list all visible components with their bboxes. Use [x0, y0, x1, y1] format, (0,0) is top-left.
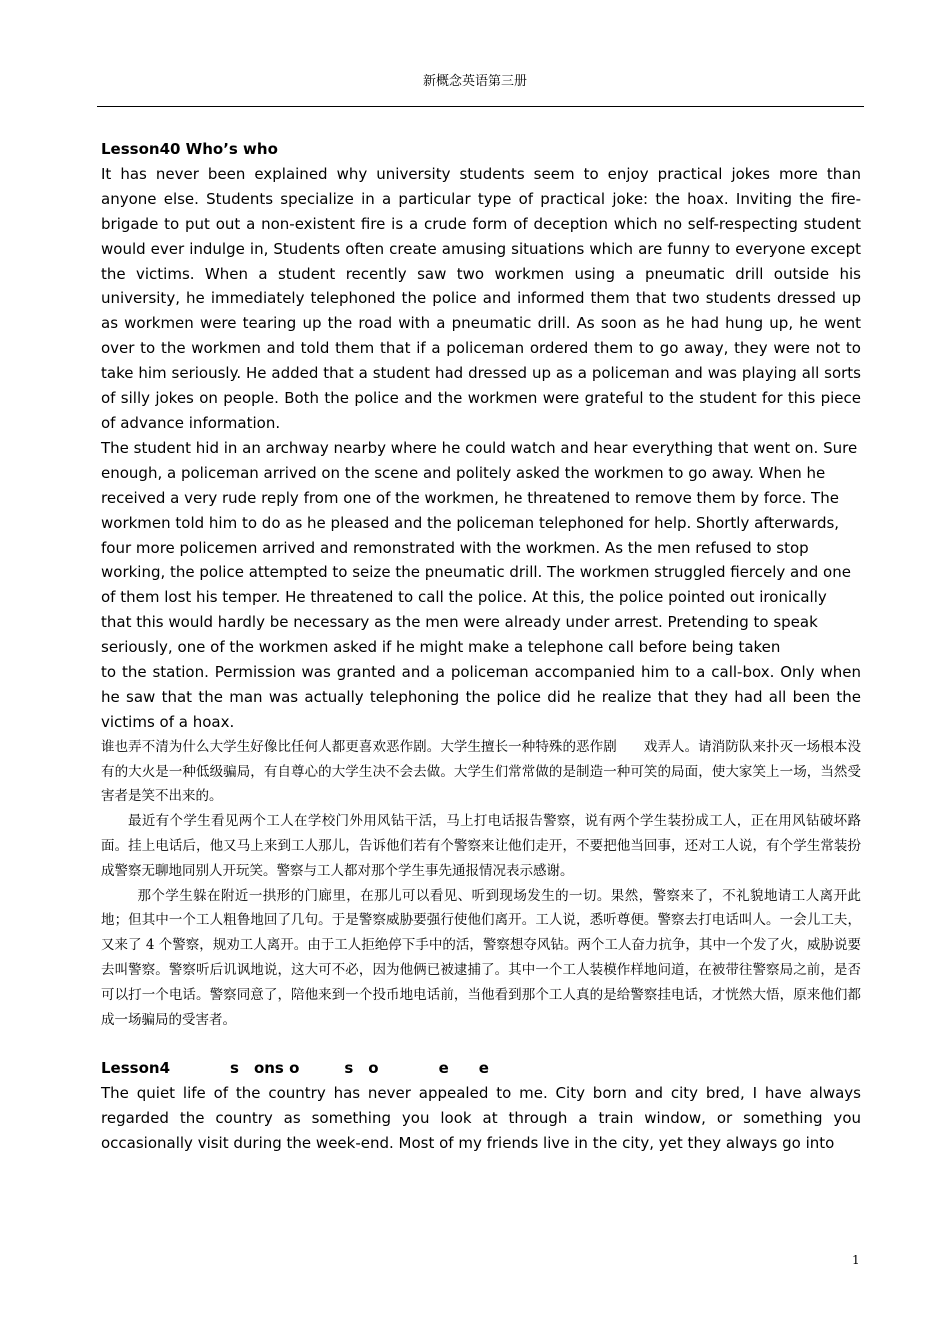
lesson-40-title: Lesson40 Who’s who: [101, 140, 278, 158]
lesson-41: [101, 1056, 861, 1156]
header-rule: [97, 106, 864, 107]
lesson-40-translation-2: 最近有个学生看见两个工人在学校门外用风钻干活，马上打电话报告警察，说有两个学生装扮成工人，正在用风钻破坏路面。挂上电话后，他又马上来到工人那儿，告诉他们若有个警察来让他们走开，不要把他当回事，还对工人说，有个学生常装扮成警察无聊地同别人开玩笑。警察与工人都对那个学生事先通报情况表示感谢。: [101, 813, 861, 879]
section-gap: [101, 1032, 861, 1056]
lesson-40-paragraph-3: to the station. Permission was granted and a policeman accompanied him to a call-box. Only when he saw that the man was actually telephoning the police did he realize that they had all been the victims of a hoax.: [101, 663, 861, 731]
lesson-40-translation-3: 那个学生躲在附近一拱形的门廊里，在那儿可以看见、听到现场发生的一切。果然，警察来了，不礼貌地请工人离开此地；但其中一个工人粗鲁地回了几句。于是警察威胁要强行使他们离开。工人说，悉听尊便。警察去打电话叫人。一会儿工夫，又来了 4 个警察，规劝工人离开。由于工人拒绝停下手中的活，警察想夺风钻。两个工人奋力抗争，其中一个发了火，威胁说要去叫警察。警察听后讥讽地说，这大可不必，因为他俩已被逮捕了。其中一个工人装模作样地问道，在被带往警察局之前，是否可以打一个电话。警察同意了，陪他来到一个投币地电话前，当他看到那个工人真的是给警察挂电话，才恍然大悟，原来他们都成一场骗局的受害者。: [101, 887, 861, 1028]
lesson-40-paragraph-2: The student hid in an archway nearby where he could watch and hear everything that went on. Sure enough, a policeman arrived on the scene and politely asked the workmen to go away. When he received a very rude reply from one of the workmen, he threatened to remove them by force. The workmen told him to do as he pleased and the policeman telephoned for help. Shortly afterwards, four more policemen arrived and remonstrated with the workmen. As the men refused to stop working, the police attempted to seize the pneumatic drill. The workmen struggled fiercely and one of them lost his temper. He threatened to call the police. At this, the police pointed out ironically that this would hardly be necessary as the men were already under arrest. Pretending to speak seriously, one of the workmen asked if he might make a telephone call before being taken: [101, 438, 858, 657]
lesson-41-title: Lesson4 s ons o s o e e: [101, 1059, 489, 1078]
lesson-40: [101, 137, 861, 1032]
lesson-40-paragraph-1: It has never been explained why university students seem to enjoy practical jokes more than anyone else. Students specialize in a particular type of practical joke: the hoax. Inviting the fire-brigade to put out a non-existent fire is a crude form of deception which no self-respecting student would ever indulge in, Students often create amusing situations which are funny to everyone except the victims. When a student recently saw two workmen using a pneumatic drill outside his university, he immediately telephoned the police and informed them that two students dressed up as workmen were tearing up the road with a pneumatic drill. As soon as he had hung up, he went over to the workmen and told them that if a policeman ordered them to go away, they were not to take him seriously. He added that a student had dressed up as a policeman and was playing all sorts of silly jokes on people. Both the police and the workmen were grateful to the student for this piece of advance information.: [101, 164, 861, 432]
lesson-41-paragraph: The quiet life of the country has never appealed to me. City born and city bred, I have always regarded the country as something you look at through a train window, or something you occasionally visit during the week-end. Most of my friends live in the city, yet they always go into: [101, 1084, 861, 1153]
page-number: 1: [852, 1253, 860, 1267]
page-content: [101, 137, 861, 1156]
page-header: 新概念英语第三册: [422, 74, 527, 89]
lesson-40-translation-1: 谁也弄不清为什么大学生好像比任何人都更喜欢恶作剧。大学生擅长一种特殊的恶作剧 戏弄人。请消防队来扑灭一场根本没有的大火是一种低级骗局，有自尊心的大学生决不会去做。大学生们常常做的是制造一种可笑的局面，使大家笑上一场，当然受害者是笑不出来的。: [101, 738, 861, 805]
